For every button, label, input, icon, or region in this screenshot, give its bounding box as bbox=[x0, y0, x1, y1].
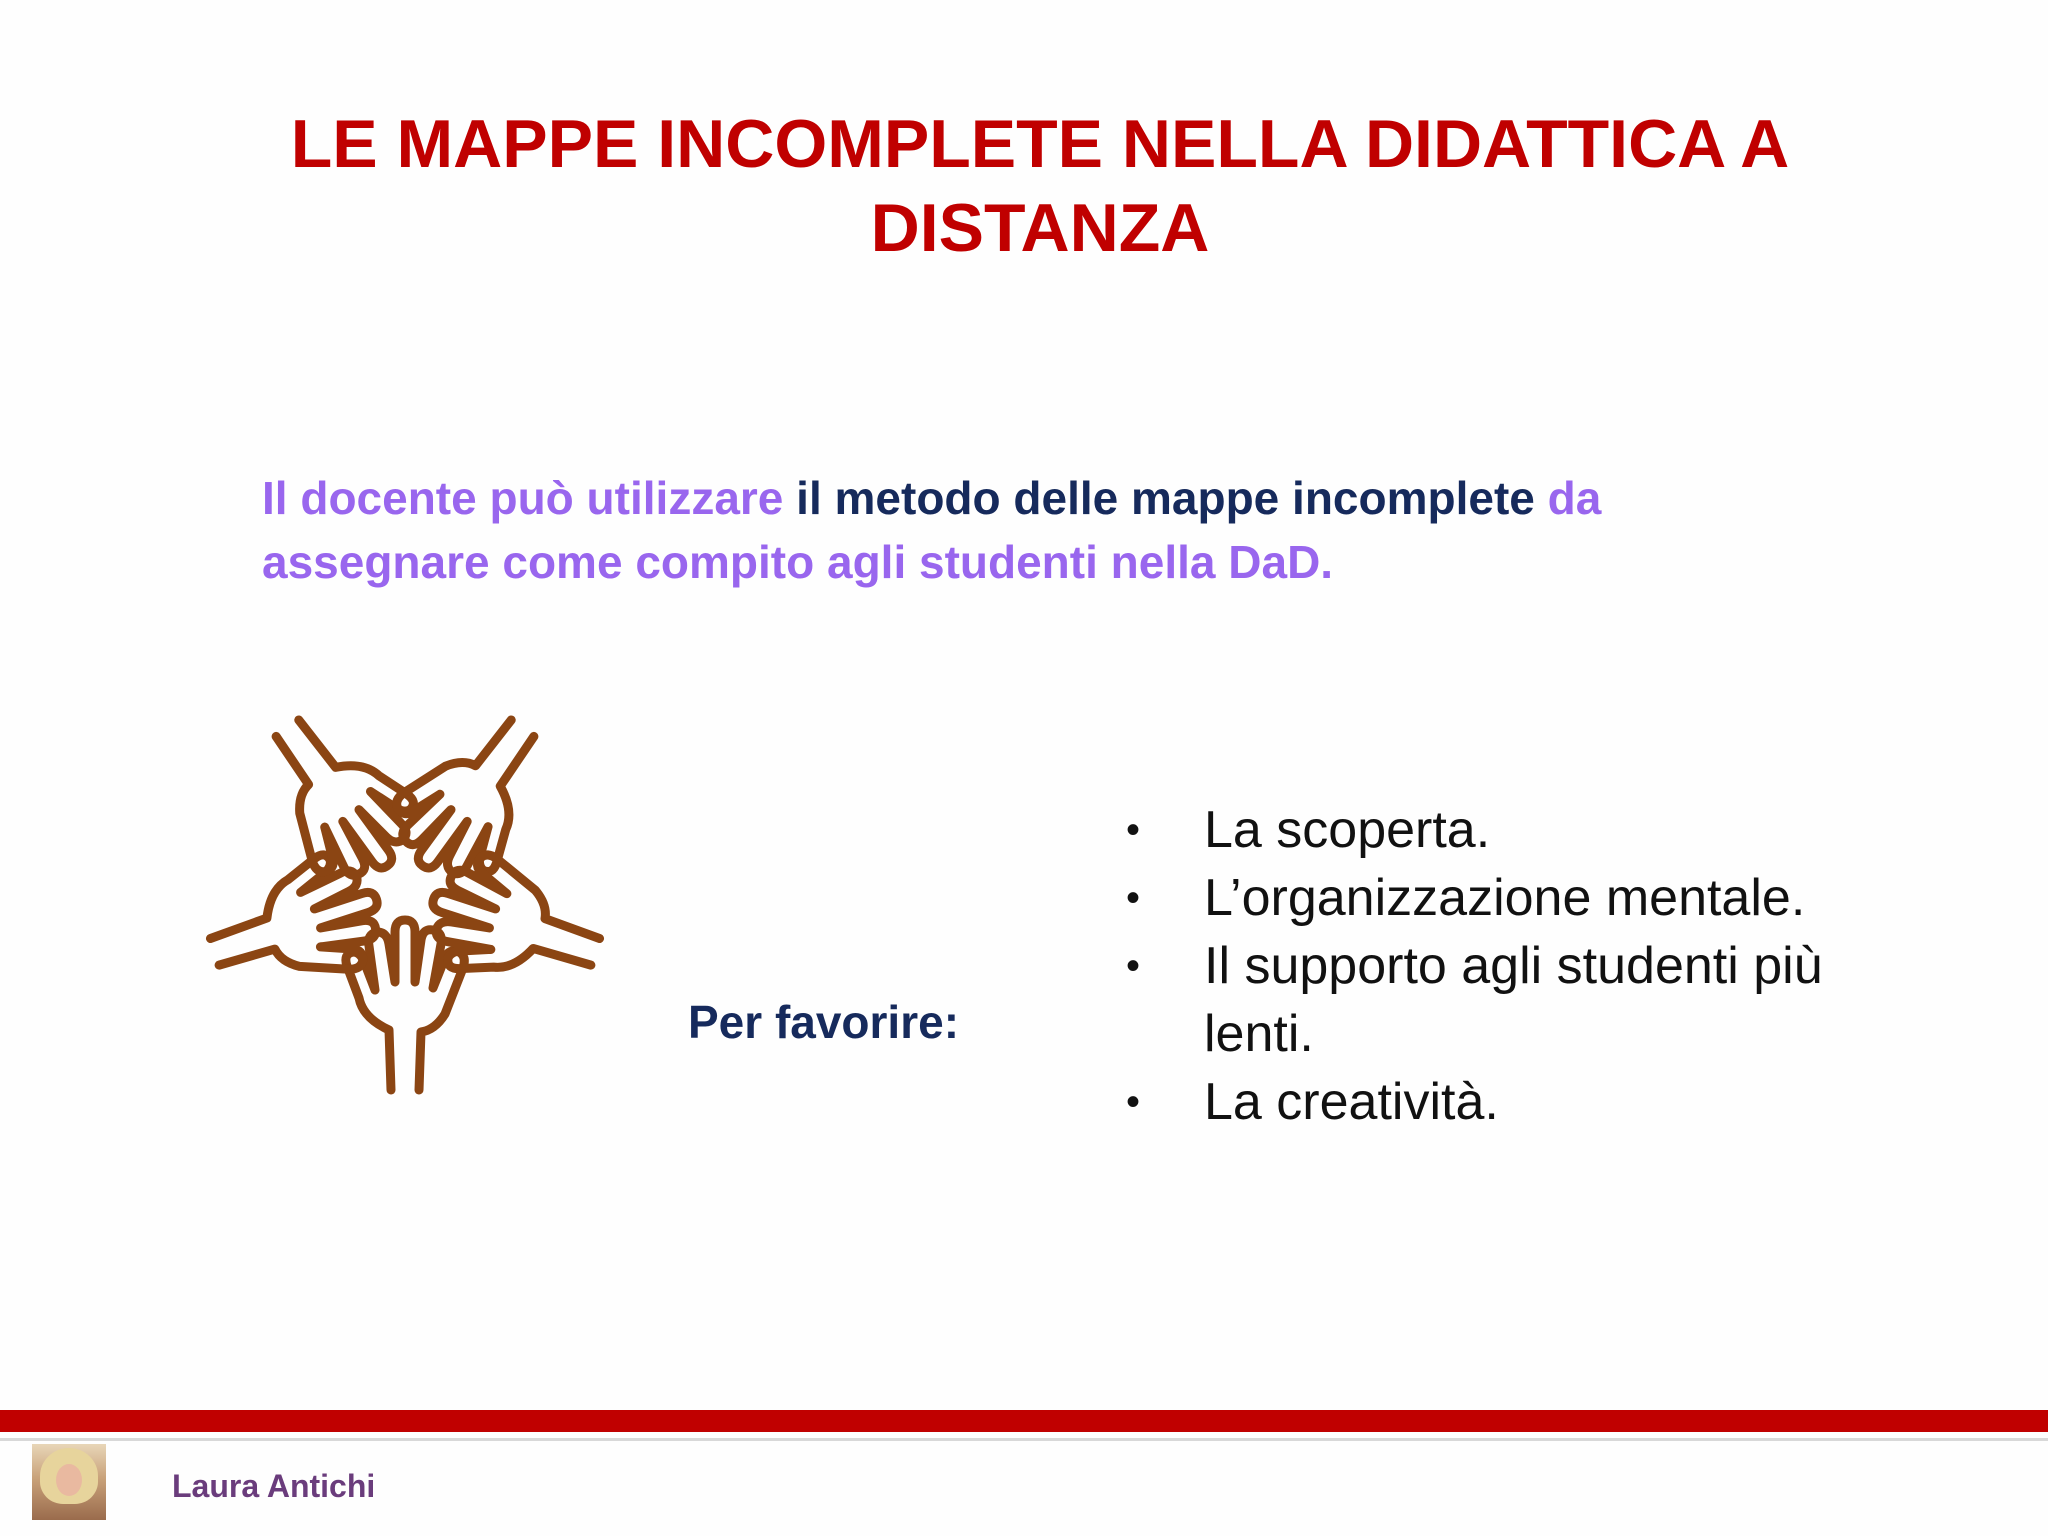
benefits-list bbox=[1120, 796, 1840, 1136]
footer-divider bbox=[0, 1438, 2048, 1441]
hands-circle-icon bbox=[160, 660, 650, 1120]
bullet-icon: • bbox=[1126, 876, 1141, 920]
author-name: Laura Antichi bbox=[172, 1468, 376, 1504]
list-item-text: La creatività. bbox=[1204, 1073, 1499, 1131]
list-item-text: Il supporto agli studenti più lenti. bbox=[1204, 937, 1823, 1063]
intro-text-highlight: il metodo delle mappe incomplete bbox=[796, 472, 1535, 524]
author-avatar bbox=[32, 1444, 106, 1520]
list-item bbox=[1120, 796, 1840, 864]
per-favorire-label: Per favorire: bbox=[688, 996, 960, 1048]
intro-paragraph bbox=[262, 466, 1822, 594]
footer-red-bar bbox=[0, 1410, 2048, 1432]
list-item bbox=[1120, 932, 1840, 1068]
list-item bbox=[1120, 864, 1840, 932]
bullet-icon: • bbox=[1126, 944, 1141, 988]
list-item-text: La scoperta. bbox=[1204, 801, 1491, 859]
list-item bbox=[1120, 1068, 1840, 1136]
list-item-text: L’organizzazione mentale. bbox=[1204, 869, 1806, 927]
bullet-icon: • bbox=[1126, 1080, 1141, 1124]
intro-text-part3: da assegnare come compito agli studenti nella DaD. bbox=[262, 472, 1602, 588]
slide-title-line1: LE MAPPE INCOMPLETE NELLA DIDATTICA A bbox=[290, 106, 1790, 182]
intro-text-part1: Il docente può utilizzare bbox=[262, 472, 797, 524]
bullet-icon: • bbox=[1126, 808, 1141, 852]
slide-title-line2: DISTANZA bbox=[870, 190, 1210, 266]
avatar-face bbox=[56, 1464, 82, 1496]
slide-title bbox=[200, 102, 1880, 270]
